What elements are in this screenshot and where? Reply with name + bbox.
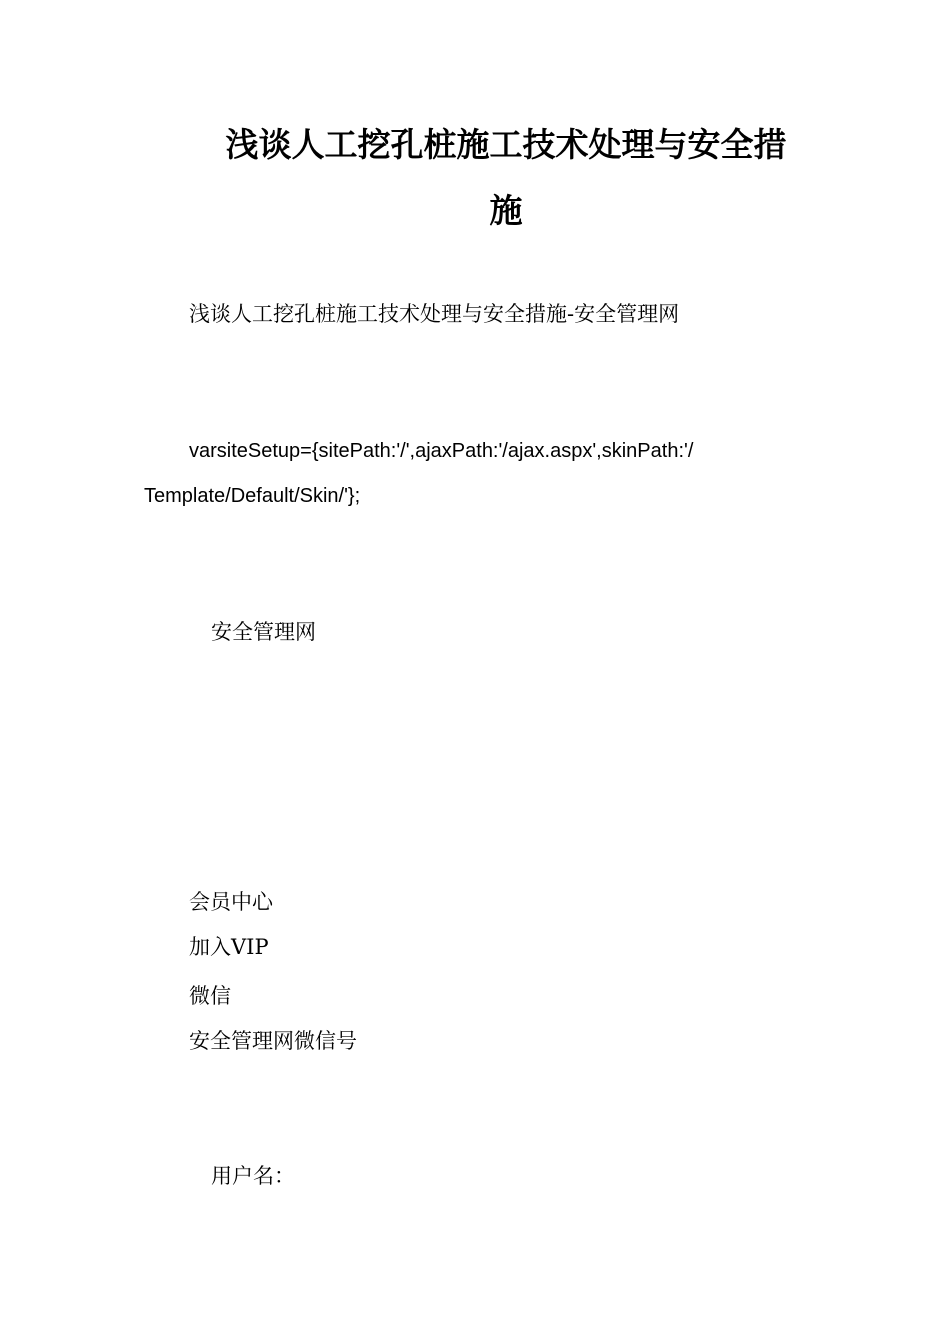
document-subtitle: 浅谈人工挖孔桩施工技术处理与安全措施-安全管理网	[189, 302, 680, 326]
code-text-line-2: Template/Default/Skin/'};	[144, 485, 361, 507]
join-vip-text: 加入VIP	[189, 935, 269, 959]
document-title	[145, 112, 867, 244]
code-text-line-1: varsiteSetup={sitePath:'/',ajaxPath:'/ajax.aspx',skinPath:'/	[189, 440, 694, 462]
username-label: 用户名：	[211, 1164, 295, 1188]
site-name: 安全管理网	[211, 620, 316, 644]
wechat-text: 微信	[189, 984, 231, 1008]
member-center-text: 会员中心	[189, 890, 273, 914]
document-title-line-2: 施	[489, 191, 523, 230]
document-title-line-1: 浅谈人工挖孔桩施工技术处理与安全措	[225, 125, 787, 164]
wechat-account-text: 安全管理网微信号	[189, 1029, 357, 1053]
